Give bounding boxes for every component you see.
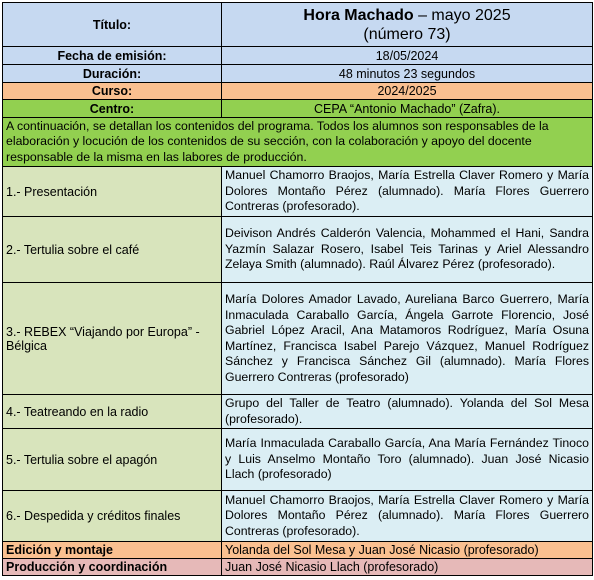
duracion-value: 48 minutos 23 segundos <box>222 65 593 83</box>
section-name: 5.- Tertulia sobre el apagón <box>3 429 222 491</box>
section-name: 1.- Presentación <box>3 167 222 217</box>
edicion-row <box>3 542 593 559</box>
section-details: María Dolores Amador Lavado, Aureliana Barco Guerrero, María Inmaculada Caraballo García, Ángela Garrote Florencio, José Gabriel López Aracil, Ana Matamoros Rodríguez, María Osuna Martínez, Francisca Isabel Parejo Vázquez, Manuel Rodríguez Sánchez y Francisca Sánchez Gil (alumnado). María Flores Guerrero Contreras (profesorado) <box>222 283 593 395</box>
section-name: 3.- REBEX “Viajando por Europa” - Bélgica <box>3 283 222 395</box>
title-row <box>3 3 593 47</box>
produccion-value: Juan José Nicasio Llach (profesorado) <box>222 559 593 576</box>
section-row <box>3 283 593 395</box>
fecha-label: Fecha de emisión: <box>3 47 222 65</box>
section-name: 4.- Teatreando en la radio <box>3 395 222 429</box>
program-title-bold: Hora Machado <box>303 6 414 24</box>
produccion-row <box>3 559 593 576</box>
intro-text: A continuación, se detallan los contenidos del programa. Todos los alumnos son responsables de la elaboración y locución de los contenidos de su sección, con la colaboración y apoyo del docente responsable de la misma en las labores de producción. <box>3 118 593 167</box>
duracion-label: Duración: <box>3 65 222 83</box>
curso-row <box>3 83 593 100</box>
edicion-value: Yolanda del Sol Mesa y Juan José Nicasio (profesorado) <box>222 542 593 559</box>
section-details: Grupo del Taller de Teatro (alumnado). Yolanda del Sol Mesa (profesorado). <box>222 395 593 429</box>
curso-value: 2024/2025 <box>222 83 593 100</box>
program-title-date: – mayo 2025 <box>413 6 511 24</box>
fecha-row <box>3 47 593 65</box>
produccion-label: Producción y coordinación <box>3 559 222 576</box>
section-details: Manuel Chamorro Braojos, María Estrella Claver Romero y María Dolores Montaño Pérez (alumnado). María Flores Guerrero Contreras (profesorado). <box>222 167 593 217</box>
fecha-value: 18/05/2024 <box>222 47 593 65</box>
section-row <box>3 491 593 542</box>
section-row <box>3 395 593 429</box>
titulo-label: Título: <box>3 3 222 47</box>
centro-label: Centro: <box>3 100 222 118</box>
program-sheet <box>2 2 593 576</box>
section-row <box>3 217 593 283</box>
program-number: (número 73) <box>363 25 451 43</box>
intro-row <box>3 118 593 167</box>
section-row <box>3 167 593 217</box>
duracion-row <box>3 65 593 83</box>
program-title <box>222 3 593 47</box>
section-details: Manuel Chamorro Braojos, María Estrella Claver Romero y María Dolores Montaño Pérez (alumnado). María Flores Guerrero Contreras (profesorado). <box>222 491 593 542</box>
centro-row <box>3 100 593 118</box>
section-name: 6.- Despedida y créditos finales <box>3 491 222 542</box>
section-row <box>3 429 593 491</box>
centro-value: CEPA “Antonio Machado” (Zafra). <box>222 100 593 118</box>
curso-label: Curso: <box>3 83 222 100</box>
section-details: Deivison Andrés Calderón Valencia, Mohammed el Hani, Sandra Yazmín Salazar Rosero, Isabel Teis Tarinas y Ariel Alessandro Zelaya Smith (alumnado). Raúl Álvarez Pérez (profesorado). <box>222 217 593 283</box>
section-name: 2.- Tertulia sobre el café <box>3 217 222 283</box>
section-details: María Inmaculada Caraballo García, Ana María Fernández Tinoco y Luis Anselmo Montaño Toro (alumnado). Juan José Nicasio Llach (profesorado) <box>222 429 593 491</box>
edicion-label: Edición y montaje <box>3 542 222 559</box>
